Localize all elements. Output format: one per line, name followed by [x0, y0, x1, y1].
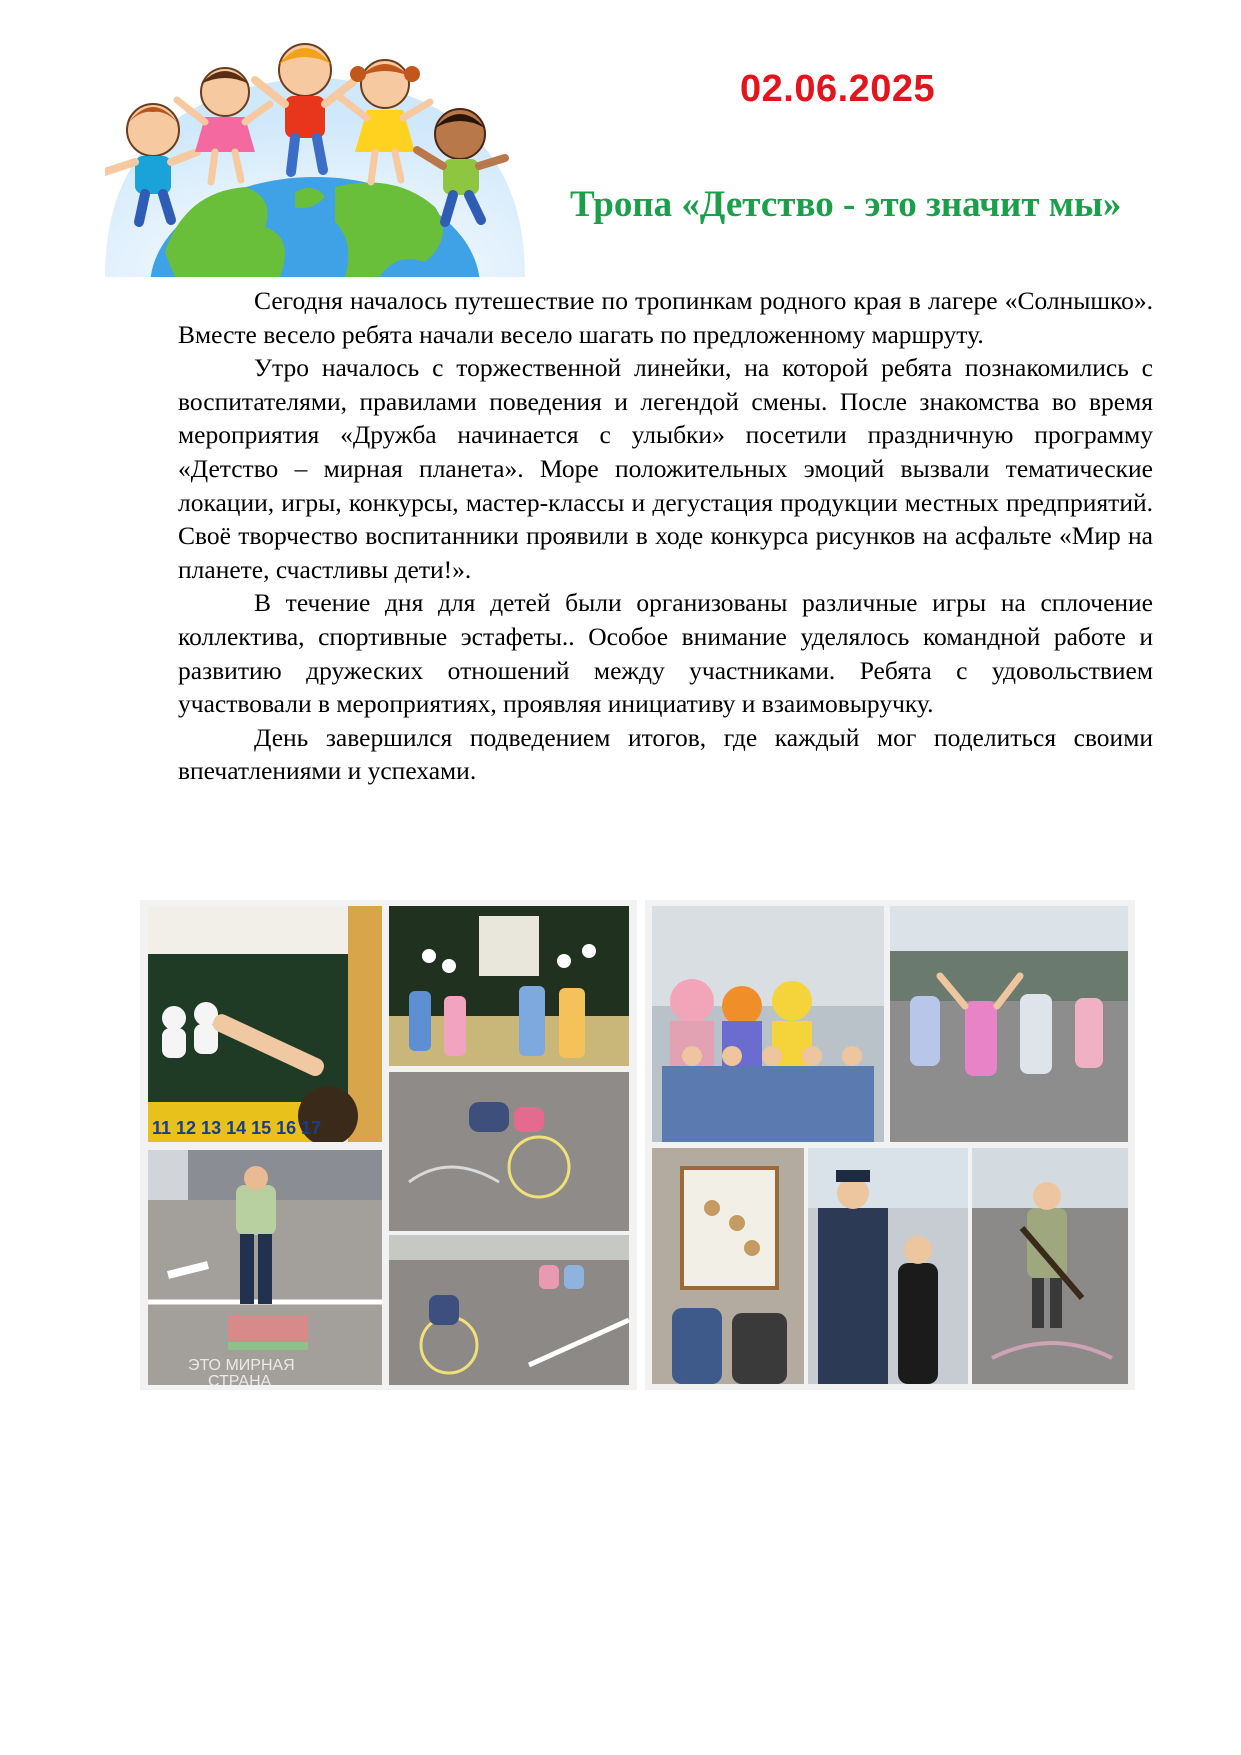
photo-mascots-group — [652, 906, 884, 1142]
date-heading: 02.06.2025 — [740, 68, 936, 110]
paragraph: В течение дня для детей были организованы различные игры на сплочение коллектива, спортивные эстафеты.. Особое внимание уделялось командной работе и развитию дружеских отношений между участниками. Ребята с удовольствием участвовали в мероприятиях, проявляя инициативу и взаимовыручку. — [178, 588, 1153, 719]
photo-police-officer — [808, 1148, 968, 1384]
photo-boy-on-asphalt — [148, 1150, 382, 1385]
board-numbers: 11 12 13 14 15 16 17 — [152, 1118, 322, 1138]
photo-chalk-drawing-2 — [389, 1235, 629, 1385]
asphalt-text-line2: СТРАНА — [208, 1373, 272, 1385]
photo-dancing-kids — [890, 906, 1128, 1142]
paragraph: Сегодня началось путешествие по тропинкам родного края в лагере «Солнышко». Вместе весело ребята начали весело шагать по предложенному маршруту. — [178, 286, 1153, 349]
paragraph: День завершился подведением итогов, где каждый мог поделиться своими впечатлениями и успехами. — [178, 722, 1153, 786]
photo-kids-at-board — [389, 906, 629, 1066]
asphalt-text-line1: ЭТО МИРНАЯ — [188, 1357, 295, 1374]
article-body — [178, 284, 1153, 788]
page-title: Тропа «Детство - это значит мы» — [570, 184, 1122, 225]
photo-map-board — [652, 1148, 804, 1384]
photo-chalk-drawing-1 — [389, 1072, 629, 1231]
paragraph: Утро началось с торжественной линейки, на которой ребята познакомились с воспитателями, правилами поведения и легендой смены. После знакомства во время мероприятия «Дружба начинается с улыбки» посетили праздничную программу «Детство – мирная планета». Море положительных эмоций вызвали тематические локации, игры, конкурсы, мастер-классы и дегустация продукции местных предприятий. Своё творчество воспитанники проявили в ходе конкурса рисунков на асфальте «Мир на планете, счастливы дети!». — [178, 353, 1153, 584]
photo-classroom-board — [148, 906, 382, 1142]
photo-boy-with-toy-gun — [972, 1148, 1128, 1384]
header-illustration-kids-globe — [105, 22, 525, 277]
